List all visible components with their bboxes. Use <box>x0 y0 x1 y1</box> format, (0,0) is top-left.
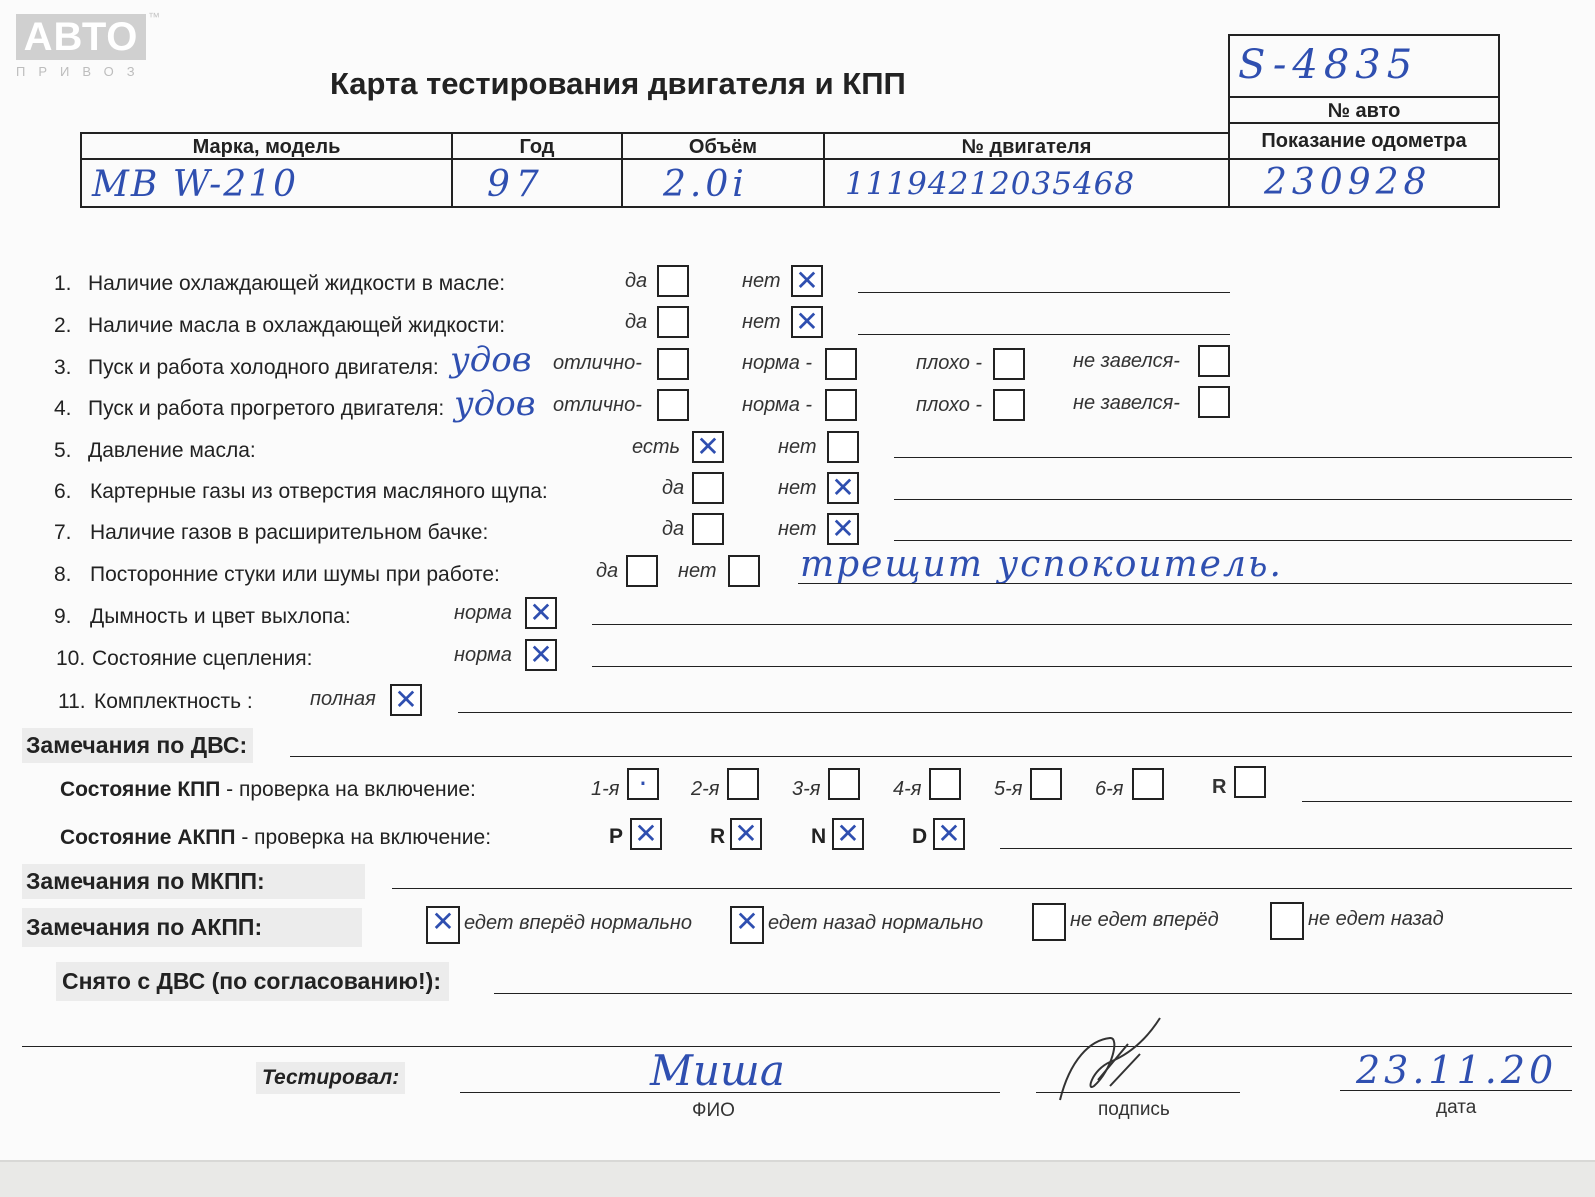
checkbox-q4-excellent[interactable] <box>657 389 689 421</box>
checkbox-gear-3[interactable] <box>828 768 860 800</box>
option-label-present: есть <box>632 436 681 458</box>
value-volume: 2.0i <box>663 164 748 205</box>
akpp-option-backward-ok: едет назад нормально <box>768 912 984 934</box>
checkbox-akpp-forward-ok[interactable]: ✕ <box>426 906 460 944</box>
option-label-normal: норма - <box>742 352 813 374</box>
handwritten-q4: удов <box>454 384 536 424</box>
question-text: Наличие газов в расширительном бачке: <box>90 521 489 544</box>
question-number: 11. <box>58 690 86 713</box>
gear-label-5: 5-я <box>994 778 1023 800</box>
gear-label-r: R <box>1212 776 1227 798</box>
header-odometer: Показание одометра <box>1228 122 1500 160</box>
checkbox-akpp-no-backward[interactable] <box>1270 902 1304 940</box>
option-label-normal: норма <box>454 644 512 666</box>
kpp-check-subtitle: - проверка на включение: <box>220 778 476 801</box>
handwritten-q3: удов <box>450 340 532 380</box>
auto-number-label: № авто <box>1228 96 1500 124</box>
option-label-no: нет <box>778 518 817 540</box>
remarks-engine-label: Замечания по ДВС: <box>22 728 253 763</box>
option-label-yes: да <box>625 270 648 292</box>
gear-label-1: 1-я <box>591 778 620 800</box>
checkbox-q10-normal[interactable]: ✕ <box>525 639 557 671</box>
auto-number-cell <box>1228 34 1500 98</box>
removed-from-engine-line[interactable] <box>494 993 1572 994</box>
checkbox-q8-no[interactable] <box>728 555 760 587</box>
checkbox-mode-r[interactable]: ✕ <box>730 818 762 850</box>
page-title: Карта тестирования двигателя и КПП <box>330 66 906 101</box>
question-text: Давление масла: <box>88 439 256 462</box>
akpp-option-no-backward: не едет назад <box>1308 908 1444 930</box>
company-logo <box>16 14 146 60</box>
gear-label-4: 4-я <box>893 778 922 800</box>
notes-line <box>858 292 1230 293</box>
akpp-check-label <box>60 826 491 850</box>
checkbox-gear-5[interactable] <box>1030 768 1062 800</box>
date-line[interactable] <box>1340 1090 1572 1091</box>
fio-line[interactable] <box>460 1092 1000 1093</box>
question-text: Пуск и работа холодного двигателя: <box>88 356 439 379</box>
question-number: 7. <box>54 521 72 544</box>
option-label-not-started: не завелся- <box>1073 392 1180 414</box>
notes-line <box>592 666 1572 667</box>
removed-from-engine-label: Снято с ДВС (по согласованию!): <box>56 962 449 1001</box>
option-label-yes: да <box>596 560 619 582</box>
question-text: Состояние сцепления: <box>92 647 313 670</box>
header-make-model: Марка, модель <box>80 132 453 160</box>
question-number: 4. <box>54 397 72 420</box>
signature-caption: подпись <box>1098 1099 1170 1120</box>
checkbox-gear-r[interactable] <box>1234 766 1266 798</box>
test-date: 23.11.20 <box>1356 1048 1558 1092</box>
option-label-yes: да <box>662 477 685 499</box>
checkbox-q1-no[interactable]: ✕ <box>791 265 823 297</box>
checkbox-q7-yes[interactable] <box>692 513 724 545</box>
mode-label-n: N <box>811 825 827 848</box>
question-text: Посторонние стуки или шумы при работе: <box>90 563 500 586</box>
option-label-bad: плохо - <box>916 352 983 374</box>
checkbox-q7-no[interactable]: ✕ <box>827 513 859 545</box>
question-number: 9. <box>54 605 72 628</box>
notes-line <box>592 624 1572 625</box>
checkbox-mode-p[interactable]: ✕ <box>630 818 662 850</box>
checkbox-q3-excellent[interactable] <box>657 348 689 380</box>
checkbox-gear-4[interactable] <box>929 768 961 800</box>
option-label-bad: плохо - <box>916 394 983 416</box>
value-engine-number-cell <box>823 158 1230 208</box>
checkbox-gear-2[interactable] <box>727 768 759 800</box>
checkbox-q8-yes[interactable] <box>626 555 658 587</box>
checkbox-gear-6[interactable] <box>1132 768 1164 800</box>
checkbox-gear-1[interactable]: · <box>627 768 659 800</box>
value-odometer-cell <box>1228 158 1500 208</box>
option-label-no: нет <box>778 477 817 499</box>
notes-line <box>894 499 1572 500</box>
remarks-engine-line[interactable] <box>290 756 1572 757</box>
checkbox-q1-yes[interactable] <box>657 265 689 297</box>
option-label-no: нет <box>742 311 781 333</box>
tested-by-label: Тестировал: <box>256 1062 405 1094</box>
remarks-auto-label: Замечания по АКПП: <box>22 908 362 947</box>
question-text: Комплектность : <box>94 690 253 713</box>
gear-label-6: 6-я <box>1095 778 1124 800</box>
value-year-cell <box>451 158 623 208</box>
remarks-manual-label: Замечания по МКПП: <box>22 864 365 899</box>
notes-line <box>894 540 1572 541</box>
checkbox-q9-normal[interactable]: ✕ <box>525 597 557 629</box>
option-label-yes: да <box>625 311 648 333</box>
signature-line[interactable] <box>1036 1092 1240 1093</box>
logo-subtitle: ПРИВОЗ <box>16 64 148 79</box>
remarks-manual-line[interactable] <box>392 888 1572 889</box>
checkbox-mode-d[interactable]: ✕ <box>933 818 965 850</box>
kpp-check-label <box>60 778 476 802</box>
checkbox-q4-bad[interactable] <box>993 389 1025 421</box>
date-caption: дата <box>1436 1097 1477 1118</box>
question-text: Дымность и цвет выхлопа: <box>90 605 351 628</box>
checkbox-q4-not-started[interactable] <box>1198 386 1230 418</box>
fio-caption: ФИО <box>692 1100 735 1121</box>
header-volume: Объём <box>621 132 825 160</box>
logo-text: АВТО <box>23 15 139 59</box>
option-label-excellent: отлично- <box>553 352 642 374</box>
value-year: 97 <box>487 164 545 205</box>
checkbox-q5-present[interactable]: ✕ <box>692 431 724 463</box>
value-make-model-cell <box>80 158 453 208</box>
question-number: 5. <box>54 439 72 462</box>
mode-label-p: P <box>609 825 624 848</box>
value-odometer: 230928 <box>1264 162 1432 203</box>
notes-line <box>858 334 1230 335</box>
akpp-notes-line <box>1000 848 1572 849</box>
logo-tm: ™ <box>148 10 160 24</box>
checkbox-q11-complete[interactable]: ✕ <box>390 684 422 716</box>
mode-label-r: R <box>710 825 726 848</box>
checkbox-q4-normal[interactable] <box>825 389 857 421</box>
gear-label-2: 2-я <box>691 778 720 800</box>
question-number: 8. <box>54 563 72 586</box>
option-label-normal: норма - <box>742 394 813 416</box>
question-number: 1. <box>54 272 72 295</box>
auto-number-value: S-4835 <box>1238 42 1419 88</box>
kpp-check-title: Состояние КПП <box>60 778 221 801</box>
option-label-no: нет <box>778 436 817 458</box>
handwritten-q8: трещит успокоитель. <box>800 544 1283 585</box>
tester-name: Миша <box>650 1046 785 1095</box>
option-label-no: нет <box>678 560 717 582</box>
question-text: Наличие масла в охлаждающей жидкости: <box>88 314 506 337</box>
checkbox-q2-no[interactable]: ✕ <box>791 306 823 338</box>
option-label-excellent: отлично- <box>553 394 642 416</box>
checkbox-q2-yes[interactable] <box>657 306 689 338</box>
option-label-complete: полная <box>310 688 376 710</box>
checkbox-q3-bad[interactable] <box>993 348 1025 380</box>
option-label-not-started: не завелся- <box>1073 350 1180 372</box>
checkbox-akpp-backward-ok[interactable]: ✕ <box>730 906 764 944</box>
checkbox-q6-no[interactable]: ✕ <box>827 472 859 504</box>
akpp-option-no-forward: не едет вперёд <box>1070 909 1219 931</box>
header-engine-number: № двигателя <box>823 132 1230 160</box>
question-text: Пуск и работа прогретого двигателя: <box>88 397 445 420</box>
checkbox-q3-not-started[interactable] <box>1198 345 1230 377</box>
question-number: 2. <box>54 314 72 337</box>
checkbox-mode-n[interactable]: ✕ <box>832 818 864 850</box>
akpp-option-forward-ok: едет вперёд нормально <box>464 912 693 934</box>
option-label-normal: норма <box>454 602 512 624</box>
checkbox-q5-no[interactable] <box>827 431 859 463</box>
akpp-check-subtitle: - проверка на включение: <box>235 826 492 849</box>
question-number: 6. <box>54 480 72 503</box>
signature-mark <box>1050 1000 1180 1110</box>
question-text: Наличие охлаждающей жидкости в масле: <box>88 272 506 295</box>
notes-line <box>458 712 1572 713</box>
kpp-notes-line <box>1302 801 1572 802</box>
header-year: Год <box>451 132 623 160</box>
value-engine-number: 11194212035468 <box>845 166 1136 202</box>
checkbox-q6-yes[interactable] <box>692 472 724 504</box>
gear-label-3: 3-я <box>792 778 821 800</box>
separator-line <box>22 1046 1572 1047</box>
question-number: 10. <box>56 647 86 670</box>
value-volume-cell <box>621 158 825 208</box>
mode-label-d: D <box>912 825 928 848</box>
notes-line <box>894 457 1572 458</box>
checkbox-q3-normal[interactable] <box>825 348 857 380</box>
option-label-no: нет <box>742 270 781 292</box>
value-make-model: MB W-210 <box>92 164 299 205</box>
question-number: 3. <box>54 356 72 379</box>
akpp-check-title: Состояние АКПП <box>60 826 236 849</box>
question-text: Картерные газы из отверстия масляного щупа: <box>90 480 548 503</box>
notes-line <box>798 583 1572 584</box>
checkbox-akpp-no-forward[interactable] <box>1032 903 1066 941</box>
option-label-yes: да <box>662 518 685 540</box>
